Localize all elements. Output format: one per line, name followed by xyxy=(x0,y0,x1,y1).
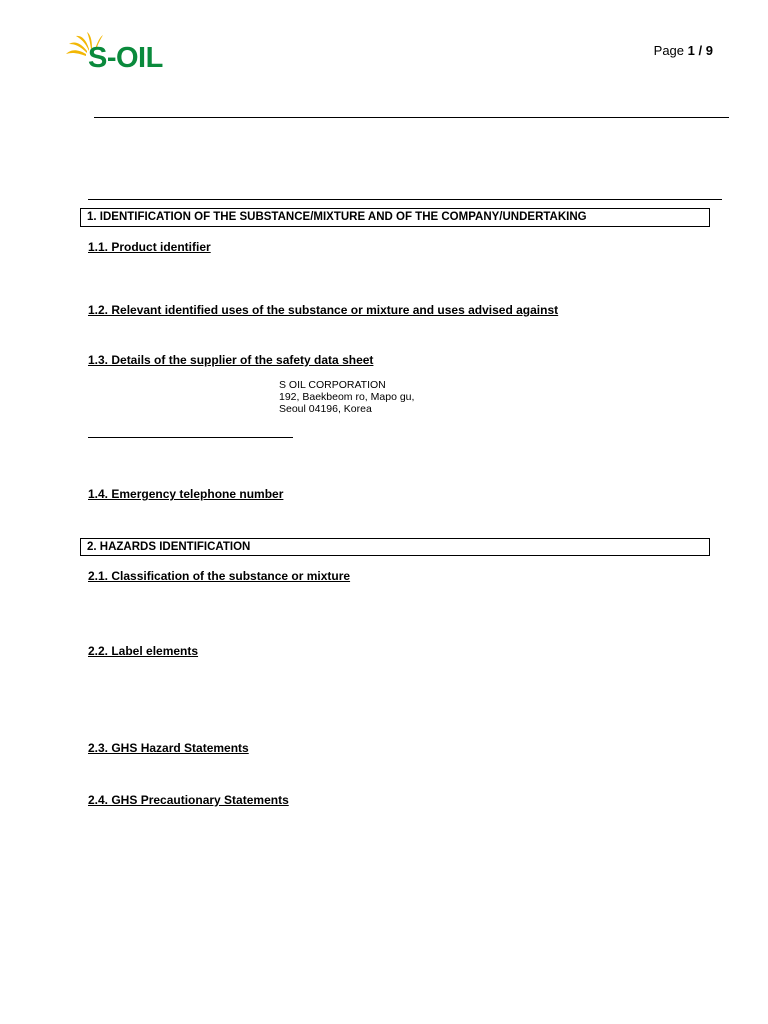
page-separator: / xyxy=(698,43,703,58)
page-current: 1 xyxy=(687,43,695,58)
header-divider xyxy=(94,117,729,118)
supplier-address xyxy=(279,379,414,415)
page-total: 9 xyxy=(705,43,713,58)
page-label: Page xyxy=(653,43,685,58)
supplier-divider xyxy=(88,437,293,438)
subsection-1-2-heading: 1.2. Relevant identified uses of the substance or mixture and uses advised against xyxy=(88,303,559,317)
page-number xyxy=(600,43,713,58)
subsection-1-3-heading: 1.3. Details of the supplier of the safety data sheet xyxy=(88,353,374,367)
subsection-2-3-heading: 2.3. GHS Hazard Statements xyxy=(88,741,249,755)
supplier-name: S OIL CORPORATION xyxy=(279,379,386,391)
subsection-1-1-heading: 1.1. Product identifier xyxy=(88,240,211,254)
section-1-title: 1. IDENTIFICATION OF THE SUBSTANCE/MIXTURE AND OF THE COMPANY/UNDERTAKING xyxy=(80,208,710,227)
company-logo xyxy=(66,32,196,78)
content-divider xyxy=(88,199,722,200)
subsection-2-2-heading: 2.2. Label elements xyxy=(88,644,199,658)
subsection-2-1-heading: 2.1. Classification of the substance or mixture xyxy=(88,569,351,583)
section-2-title: 2. HAZARDS IDENTIFICATION xyxy=(80,538,710,556)
supplier-address-line-2: Seoul 04196, Korea xyxy=(279,403,372,415)
subsection-2-4-heading: 2.4. GHS Precautionary Statements xyxy=(88,793,289,807)
subsection-1-4-heading: 1.4. Emergency telephone number xyxy=(88,487,284,501)
logo-text: S-OIL xyxy=(88,42,163,74)
supplier-address-line-1: 192, Baekbeom ro, Mapo gu, xyxy=(279,391,415,403)
